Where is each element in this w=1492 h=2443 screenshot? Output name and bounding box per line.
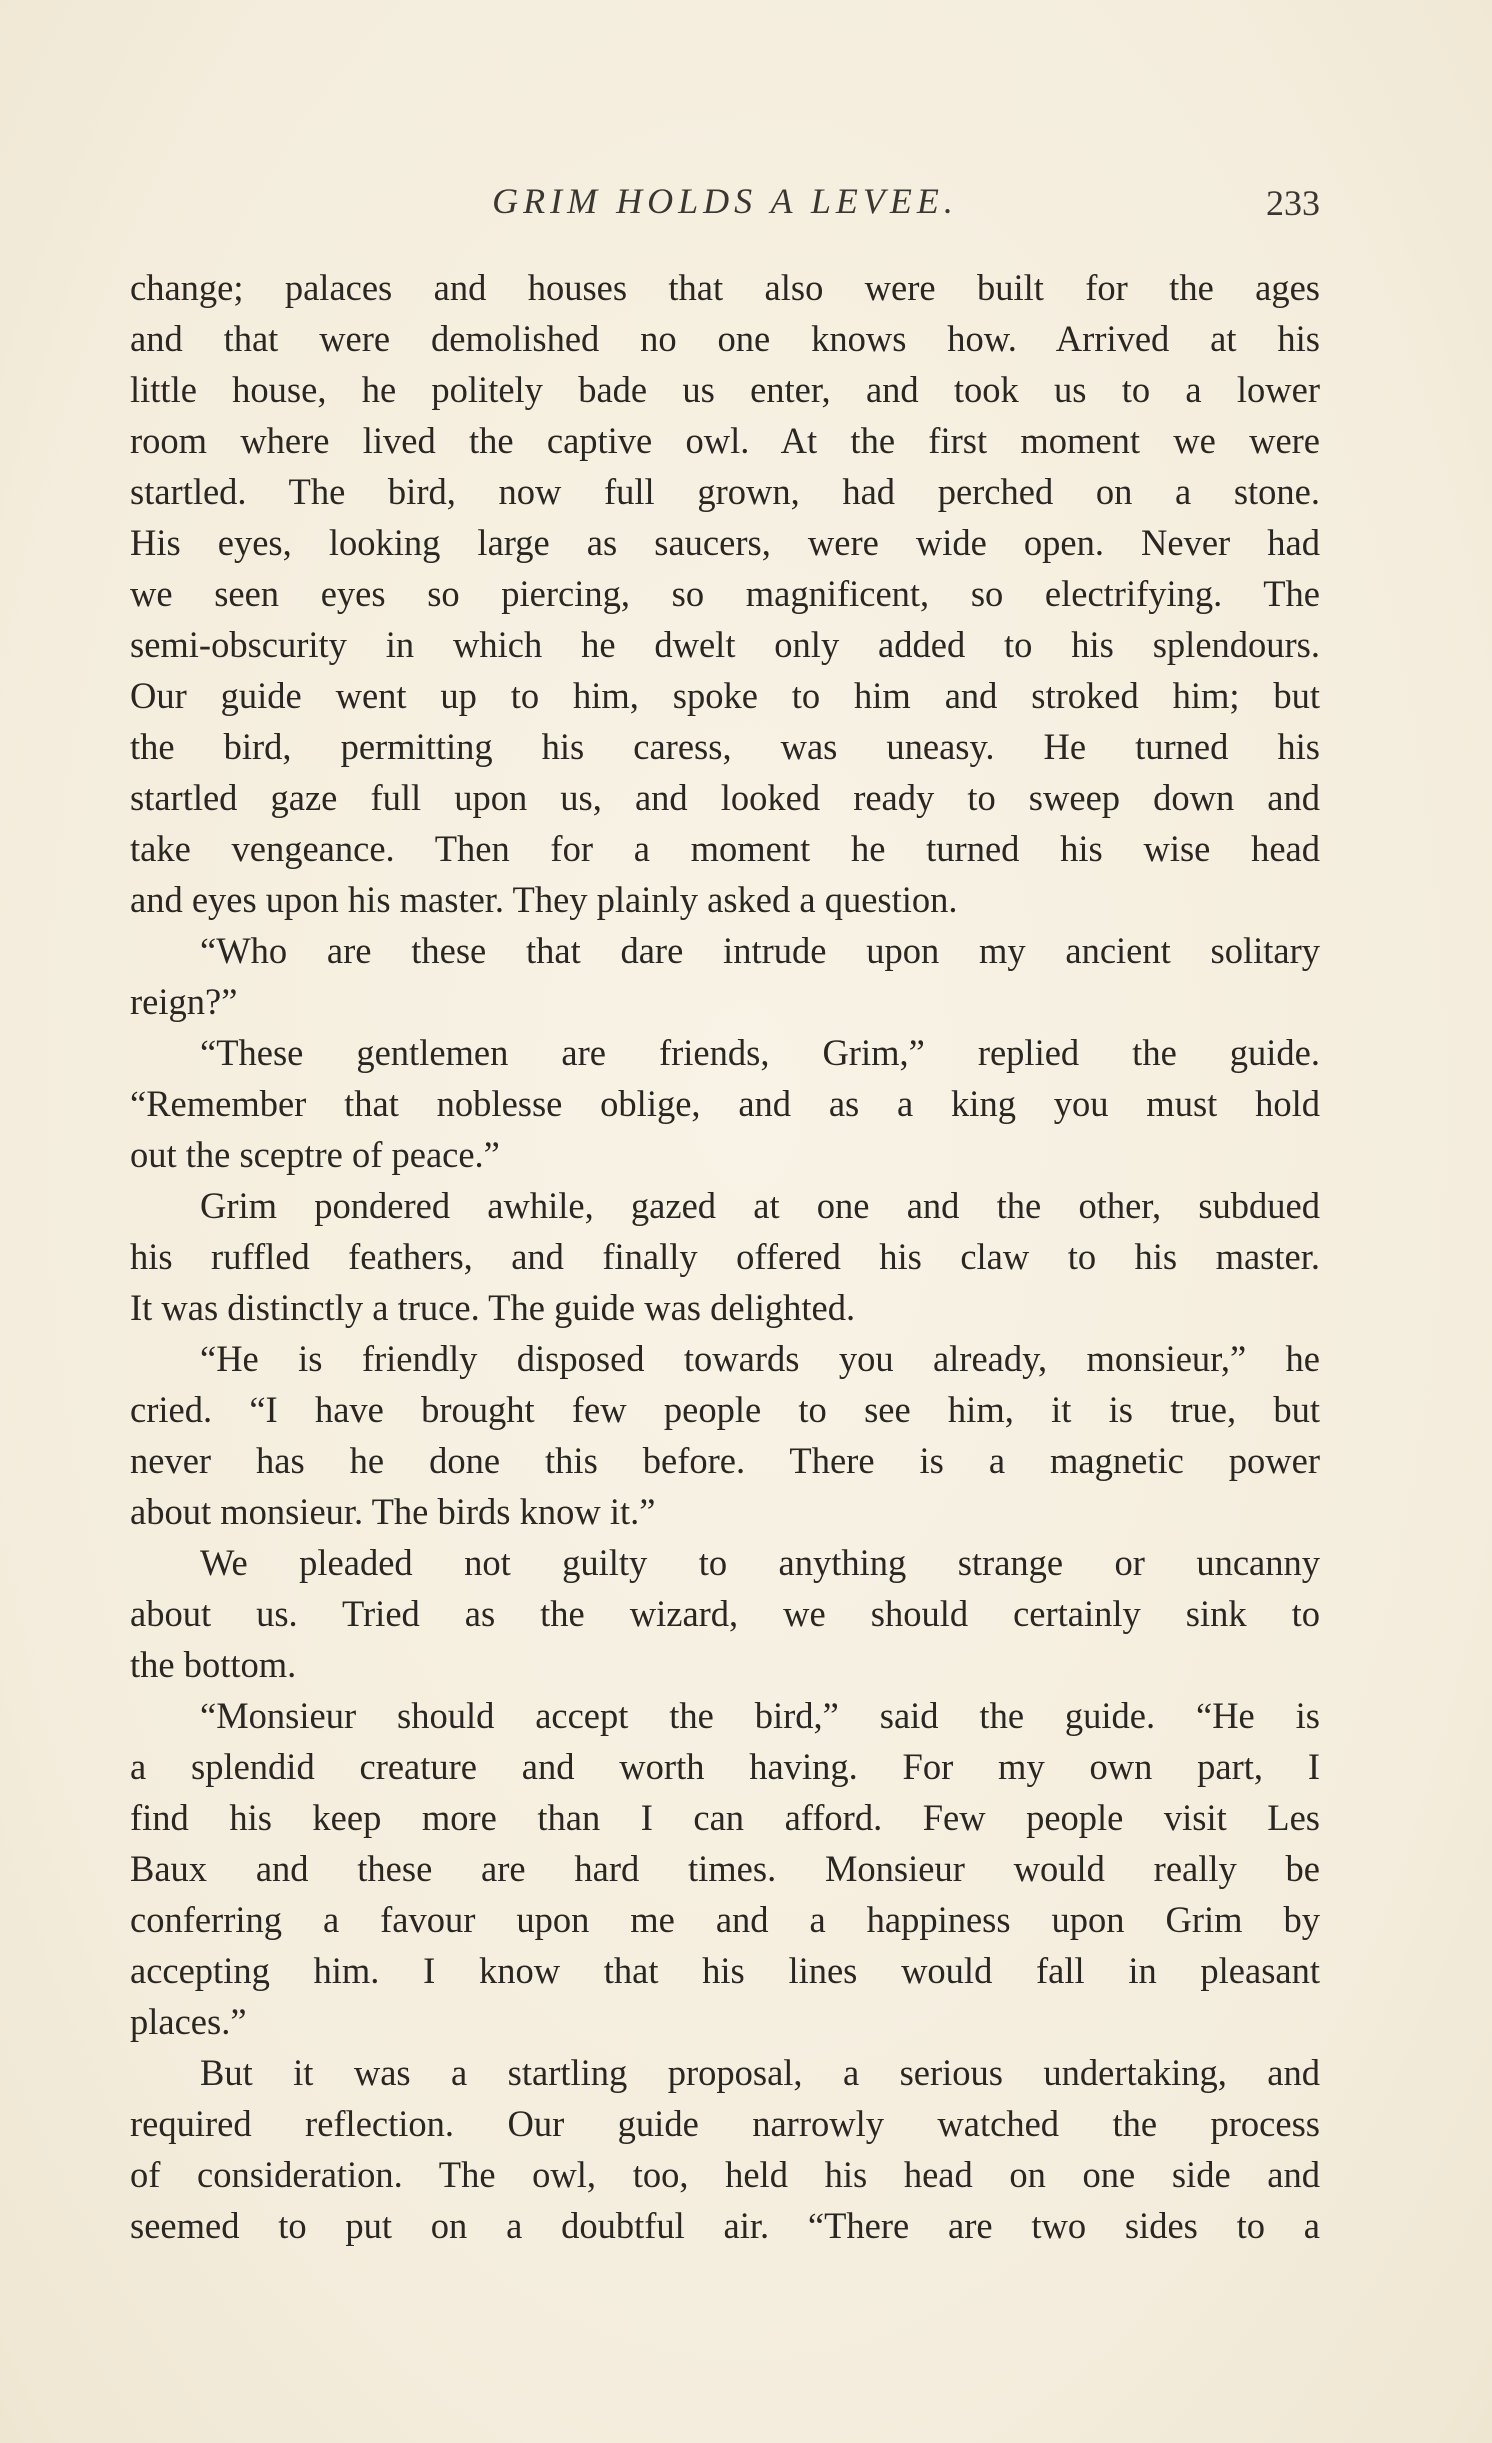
text-line: “These gentlemen are friends, Grim,” replied the guide. xyxy=(200,1032,1320,1073)
page-header xyxy=(130,180,1320,230)
text-line: “He is friendly disposed towards you already, monsieur,” he xyxy=(200,1338,1320,1379)
text-line: the bottom. xyxy=(130,1644,297,1685)
text-line: But it was a startling proposal, a serious undertaking, and xyxy=(200,2052,1320,2093)
text-line: places.” xyxy=(130,2001,247,2042)
running-head: GRIM HOLDS A LEVEE. xyxy=(492,181,958,221)
text-line: startled gaze full upon us, and looked ready to sweep down and xyxy=(130,777,1320,818)
text-line: change; palaces and houses that also were built for the ages xyxy=(130,267,1320,308)
text-line: of consideration. The owl, too, held his head on one side and xyxy=(130,2154,1320,2195)
text-line: It was distinctly a truce. The guide was delighted. xyxy=(130,1287,856,1328)
text-line: a splendid creature and worth having. For my own part, I xyxy=(130,1746,1320,1787)
text-line: semi-obscurity in which he dwelt only added to his splendours. xyxy=(130,624,1320,665)
text-line: required reflection. Our guide narrowly watched the process xyxy=(130,2103,1320,2144)
text-line: seemed to put on a doubtful air. “There are two sides to a xyxy=(130,2205,1320,2246)
text-line: the bird, permitting his caress, was uneasy. He turned his xyxy=(130,726,1320,767)
text-line: cried. “I have brought few people to see him, it is true, but xyxy=(130,1389,1320,1430)
text-line: out the sceptre of peace.” xyxy=(130,1134,500,1175)
text-line: reign?” xyxy=(130,981,238,1022)
text-line: We pleaded not guilty to anything strange or uncanny xyxy=(200,1542,1320,1583)
text-line: Baux and these are hard times. Monsieur would really be xyxy=(130,1848,1320,1889)
text-line: “Monsieur should accept the bird,” said the guide. “He is xyxy=(200,1695,1320,1736)
text-line: find his keep more than I can afford. Few people visit Les xyxy=(130,1797,1320,1838)
text-line: his ruffled feathers, and finally offered his claw to his master. xyxy=(130,1236,1320,1277)
text-line: “Remember that noblesse oblige, and as a king you must hold xyxy=(130,1083,1320,1124)
text-line: little house, he politely bade us enter, and took us to a lower xyxy=(130,369,1320,410)
text-line: we seen eyes so piercing, so magnificent, so electrifying. The xyxy=(130,573,1320,614)
text-line: His eyes, looking large as saucers, were wide open. Never had xyxy=(130,522,1320,563)
text-line: startled. The bird, now full grown, had perched on a stone. xyxy=(130,471,1320,512)
text-line: Grim pondered awhile, gazed at one and the other, subdued xyxy=(200,1185,1320,1226)
text-line: conferring a favour upon me and a happiness upon Grim by xyxy=(130,1899,1320,1940)
text-line: take vengeance. Then for a moment he turned his wise head xyxy=(130,828,1320,869)
body-text xyxy=(130,262,1320,2251)
text-line: and that were demolished no one knows how. Arrived at his xyxy=(130,318,1320,359)
text-line: room where lived the captive owl. At the first moment we were xyxy=(130,420,1320,461)
text-line: and eyes upon his master. They plainly asked a question. xyxy=(130,879,958,920)
page-number: 233 xyxy=(1266,183,1320,223)
text-line: accepting him. I know that his lines would fall in pleasant xyxy=(130,1950,1320,1991)
text-line: about monsieur. The birds know it.” xyxy=(130,1491,656,1532)
text-line: “Who are these that dare intrude upon my ancient solitary xyxy=(200,930,1320,971)
text-line: about us. Tried as the wizard, we should certainly sink to xyxy=(130,1593,1320,1634)
text-line: Our guide went up to him, spoke to him and stroked him; but xyxy=(130,675,1320,716)
text-line: never has he done this before. There is a magnetic power xyxy=(130,1440,1320,1481)
